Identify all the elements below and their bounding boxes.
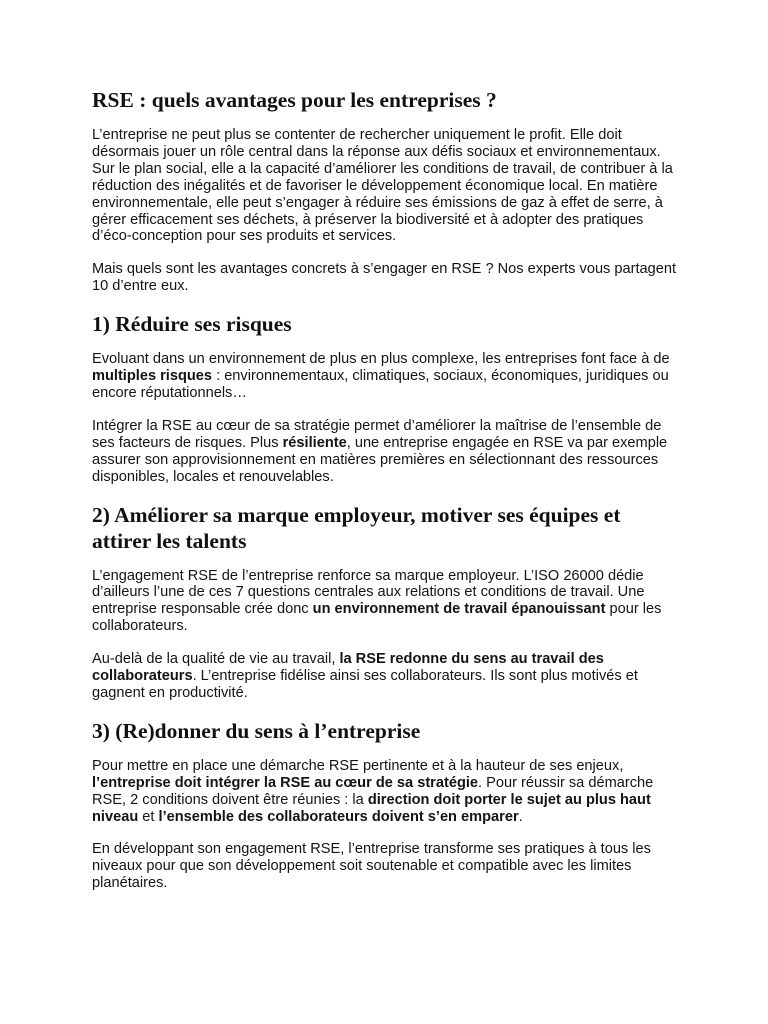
text-run: L’engagement RSE de l’entreprise renforce sa marque employeur. L’ISO 26000 dédie d’ailleurs l’une de ces 7 questions centrales aux relations et conditions de travail. Une entreprise responsable crée donc [92, 567, 645, 618]
section-2-paragraph-1 [92, 568, 682, 636]
bold-text-run: résiliente [282, 434, 347, 451]
bold-text-run: l’ensemble des collaborateurs doivent s’en emparer [158, 808, 519, 825]
text-run: : environnementaux, climatiques, sociaux, économiques, juridiques ou encore réputationnels… [92, 368, 669, 401]
section-1-paragraph-2 [92, 418, 682, 486]
bold-text-run: la RSE redonne du sens au travail des collaborateurs [92, 651, 604, 685]
bold-text-run: direction doit porter le sujet au plus haut niveau [92, 791, 651, 825]
text-run: . L’entreprise fidélise ainsi ses collaborateurs. Ils sont plus motivés et gagnent en productivité. [92, 668, 638, 701]
text-run: et [138, 808, 159, 825]
text-run: Evoluant dans un environnement de plus en plus complexe, les entreprises font face à de [92, 351, 670, 368]
bold-text-run: multiples risques [92, 368, 213, 385]
text-run: . Pour réussir sa démarche RSE, 2 conditions doivent être réunies : la [92, 774, 654, 808]
section-1-heading: 1) Réduire ses risques [92, 312, 292, 337]
intro-paragraph-1: L’entreprise ne peut plus se contenter de rechercher uniquement le profit. Elle doit désormais jouer un rôle central dans la réponse aux défis sociaux et environnementaux. Sur le plan social, elle a la capacité d’améliorer les conditions de travail, de contribuer à la réduction des inégalités et de favoriser le développement économique local. En matière environnementale, elle peut s’engager à réduire ses émissions de gaz à effet de serre, à gérer efficacement ses déchets, à préserver la biodiversité et à adopter des pratiques d’éco-conception pour ses produits et services. [92, 127, 673, 245]
bold-text-run: un environnement de travail épanouissant [312, 601, 606, 618]
section-2-heading: 2) Améliorer sa marque employeur, motiver ses équipes et attirer les talents [92, 502, 621, 553]
page-title: RSE : quels avantages pour les entreprises ? [92, 88, 497, 112]
text-run: Intégrer la RSE au cœur de sa stratégie permet d’améliorer la maîtrise de l’ensemble de ses facteurs de risques. Plus [92, 417, 662, 451]
text-run: , une entreprise engagée en RSE va par exemple assurer son approvisionnement en matières premières en sélectionnant des ressources disponibles, locales et renouvelables. [92, 434, 668, 485]
text-run: Au-delà de la qualité de vie au travail, [92, 651, 340, 668]
text-run: pour les collaborateurs. [92, 601, 662, 635]
section-3-heading: 3) (Re)donner du sens à l’entreprise [92, 718, 421, 743]
section-1-paragraph-1 [92, 351, 682, 402]
document-page [92, 86, 682, 908]
text-run: . [518, 808, 523, 825]
intro-paragraph-2: Mais quels sont les avantages concrets à s’engager en RSE ? Nos experts vous partagent 10 d’entre eux. [92, 261, 677, 295]
section-3-paragraph-1 [92, 758, 682, 826]
section-2-paragraph-2 [92, 651, 682, 702]
text-run: Pour mettre en place une démarche RSE pertinente et à la hauteur de ses enjeux, [92, 757, 624, 774]
section-3-paragraph-2: En développant son engagement RSE, l’entreprise transforme ses pratiques à tous les niveaux pour que son développement soit soutenable et compatible avec les limites planétaires. [92, 841, 651, 892]
bold-text-run: l’entreprise doit intégrer la RSE au cœur de sa stratégie [92, 774, 479, 791]
